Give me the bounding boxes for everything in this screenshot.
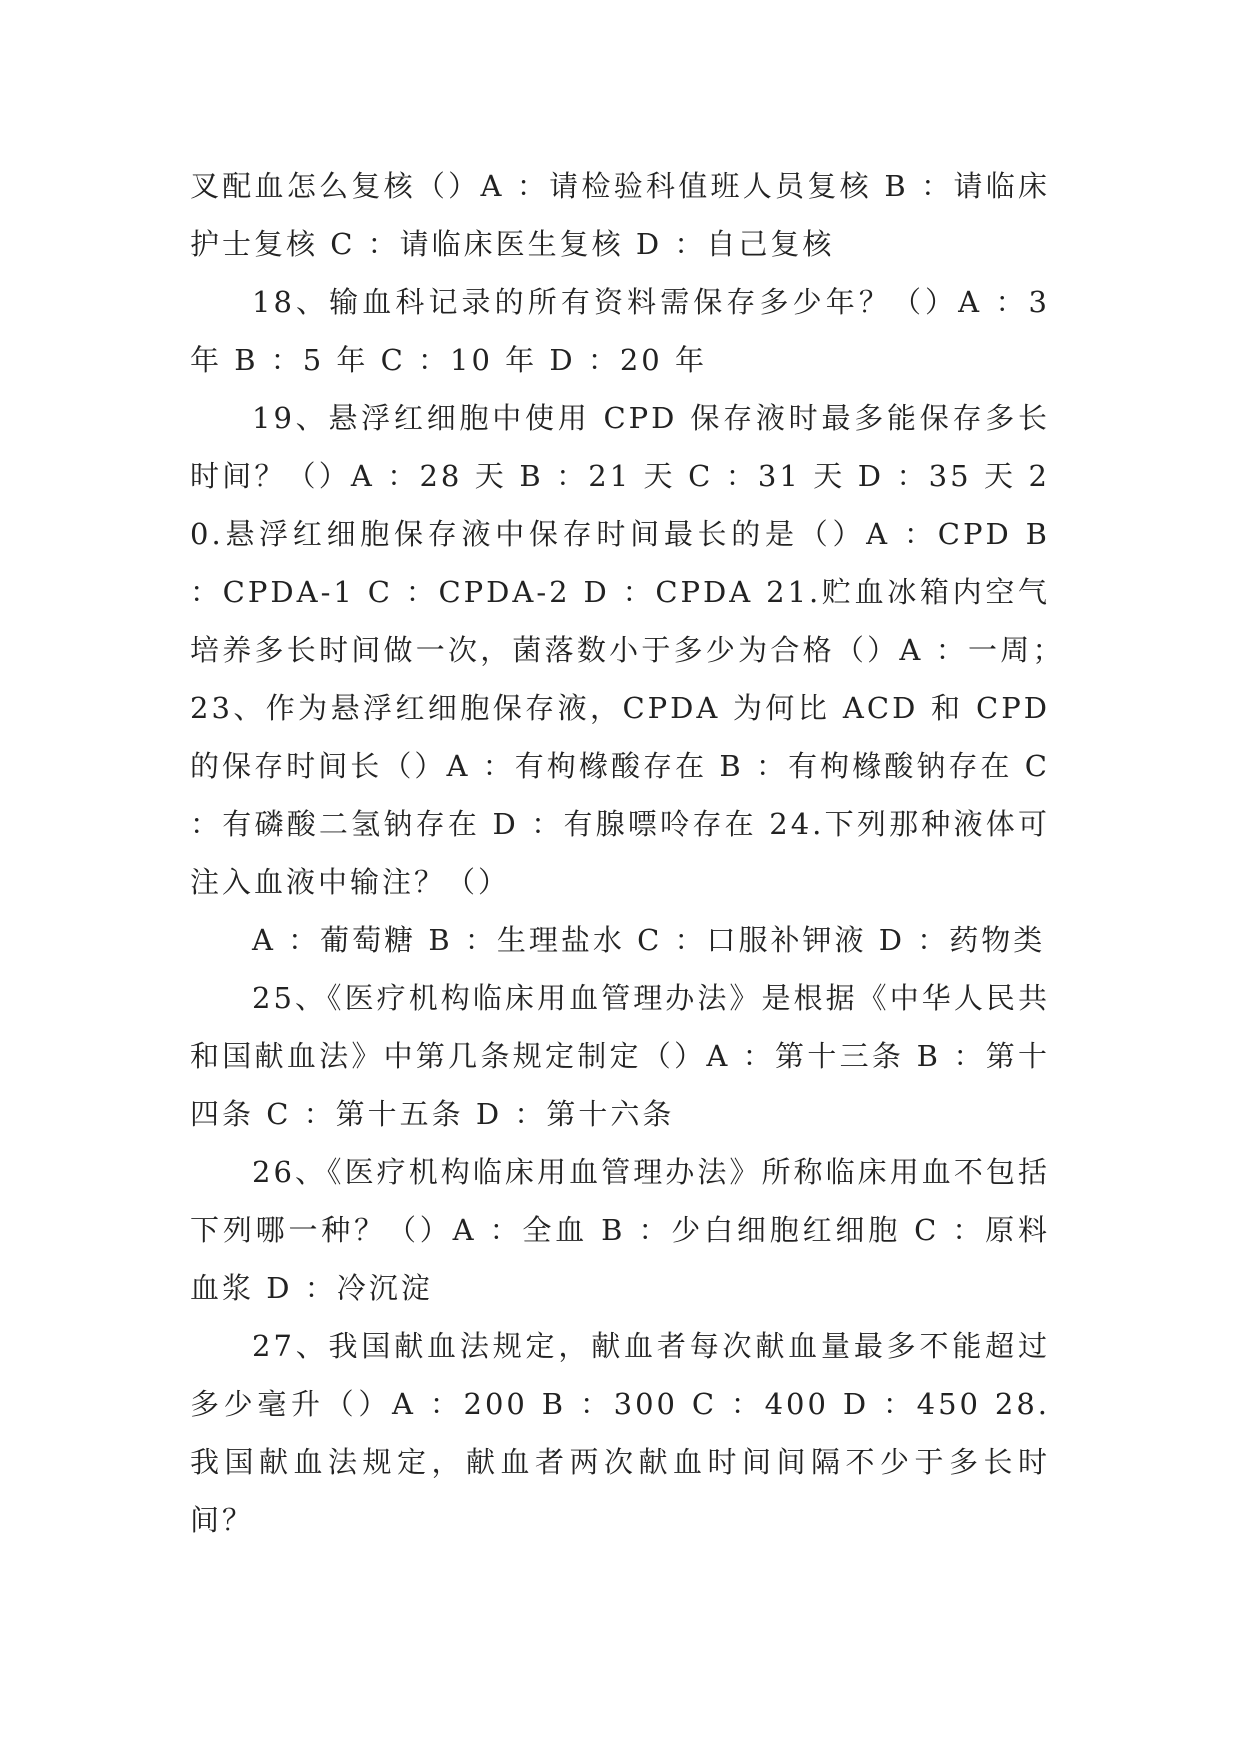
paragraph-q17-continued: 叉配血怎么复核（）A ：请检验科值班人员复核 B ：请临床护士复核 C ：请临床医生复核 D ：自己复核 — [190, 169, 1050, 261]
paragraph-q27-q28: 27、我国献血法规定，献血者每次献血量最多不能超过多少毫升（）A ：200 B ：300 C ：400 D ：450 28.我国献血法规定，献血者两次献血时间间隔不少于多长时间？ — [190, 1329, 1050, 1537]
paragraph-q26: 26、《医疗机构临床用血管理办法》所称临床用血不包括下列哪一种？（）A ：全血 B ：少白细胞红细胞 C ：原料血浆 D ：冷沉淀 — [190, 1155, 1050, 1305]
paragraph-q24-options: A ：葡萄糖 B ：生理盐水 C ：口服补钾液 D ：药物类 — [252, 923, 1046, 957]
paragraph-q25: 25、《医疗机构临床用血管理办法》是根据《中华人民共和国献血法》中第几条规定制定（）A ：第十三条 B ：第十四条 C ：第十五条 D ：第十六条 — [190, 981, 1050, 1131]
paragraph-q19-q24: 19、悬浮红细胞中使用 CPD 保存液时最多能保存多长时间？（）A ：28 天 B ：21 天 C ：31 天 D ：35 天 20.悬浮红细胞保存液中保存时间最长的是（）A ：CPD B ：CPDA-1 C ：CPDA-2 D ：CPDA 21.贮血冰箱内空气培养多长时间做一次，菌落数小于多少为合格（）A ：一周； 23、作为悬浮红细胞保存液，CPDA 为何比 ACD 和 CPD 的保存时间长（）A ：有枸橼酸存在 B ：有枸橼酸钠存在 C ：有磷酸二氢钠存在 D ：有腺嘌呤存在 24.下列那种液体可注入血液中输注？（） — [190, 401, 1115, 899]
paragraph-q18: 18、输血科记录的所有资料需保存多少年？（）A ：3 年 B ：5 年 C ：10 年 D ：20 年 — [190, 285, 1050, 377]
document-body — [190, 157, 1115, 1549]
